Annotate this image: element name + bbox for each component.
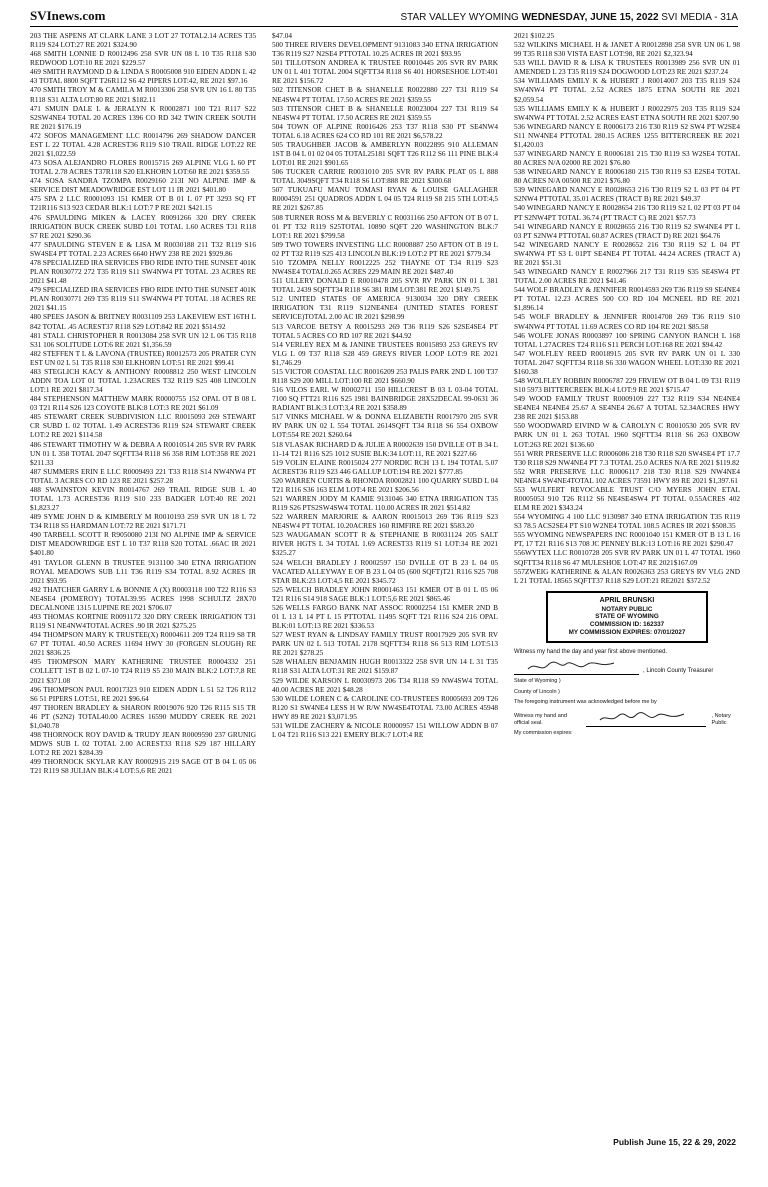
tax-list-entry: 478 SPECIALIZED IRA SERVICES FBO RIDE INTO THE SUNSET 401K PLAN R0030772 272 T35 R119 S11 SW4NW4 PT TOTAL .23 ACRES RE 2021 $41.48 xyxy=(30,257,256,286)
column-2 xyxy=(272,31,498,775)
legal-notice-columns xyxy=(30,31,740,775)
tax-list-entry: 489 SYME JOHN D & KIMBERLY M R0010193 259 SVR UN 18 L 72 T34 R118 S5 HARDMAN LOT:72 RE 2021 $171.71 xyxy=(30,512,256,531)
notary-public-label: , Notary Public xyxy=(711,712,731,726)
witness-seal: Witness my hand and official seal. xyxy=(514,712,567,726)
stamp-name: APRIL BRUNSKI xyxy=(599,596,655,604)
tax-list-entry: 480 SPEES JASON & BRITNEY R0031109 253 LAKEVIEW EST 16TH L 842 TOTAL .45 ACREST37 R118 S29 LOT:842 RE 2021 $514.92 xyxy=(30,312,256,331)
site-name: SVInews.com xyxy=(30,8,106,23)
tax-list-entry: 539 WINEGARD NANCY E R0028653 216 T30 R119 S2 L 03 PT 04 PT S2NW4 PTTOTAL 35.01 ACRES (TRACT B) RE 2021 $49.37 xyxy=(514,185,740,204)
tax-list-entry: 519 VOLIN ELAINE R0015024 277 NORDIC RCH 13 L 194 TOTAL 5.07 ACREST36 R119 S23 446 GALLUP LOT:194 RE 2021 $777.85 xyxy=(272,457,498,476)
commission-expires-line: My commission expires: xyxy=(514,730,573,737)
tax-list-entry: 502 TITENSOR CHET B & SHANELLE R0022880 227 T31 R119 S4 NE4SW4 PT TOTAL 17.50 ACRES RE 2021 $359.55 xyxy=(272,85,498,104)
column-1 xyxy=(30,31,256,775)
header-info xyxy=(400,12,738,26)
tax-list-entry: 532 WILKINS MICHAEL H & JANET A R0012898 258 SVR UN 06 L 98 99 T35 R118 S30 VISTA EAST LOT:98, RE 2021 $2,323.94 xyxy=(514,40,740,59)
state-line: State of Wyoming ) xyxy=(514,678,561,685)
tax-list-entry: 511 ULLERY DONALD E R0010478 205 SVR RV PARK UN 01 L 381 TOTAL 2439 SQFTT34 R118 S6 381 RIM LOT:381 RE 2021 $149.75 xyxy=(272,276,498,295)
tax-list-entry: 556WYTEX LLC R0010728 205 SVR RV PARK UN 01 L 47 TOTAL 1960 SQFTT34 R118 S6 47 MULESHOE LOT:47 RE 2021$167.09 xyxy=(514,548,740,567)
tax-list-entry: 521 WARREN JODY M KAMIE 9131046 340 ETNA IRRIGATION T35 R119 S26 PTS2SW4SW4 TOTAL 110.00 ACRES IR 2021 $514.82 xyxy=(272,493,498,513)
tax-list-entry: 479 SPECIALIZED IRA SERVICES FBO RIDE INTO THE SUNSET 401K PLAN R0030771 269 T35 R119 S11 SW4NW4 PT TOTAL .18 ACRES RE 2021 $41.15 xyxy=(30,285,256,313)
tax-list-entry: 540 WINEGARD NANCY E R0028654 216 T30 R119 S2 L 02 PT 03 PT 04 PT S2NW4PT TOTAL 36.74 (PT TRACT C) RE 2021 $57.73 xyxy=(514,203,740,222)
tax-list-entry: 203 THE ASPENS AT CLARK LANE 3 LOT 27 TOTAL2.14 ACRES T35 R119 S24 LOT:27 RE 2021 $324.90 xyxy=(30,31,256,50)
tax-list-entry: 500 THREE RIVERS DEVELOPMENT 9131083 340 ETNA IRRIGATION T36 R119 S27 N2SE4 PTTOTAL 10.25 ACRES IR 2021 $93.95 xyxy=(272,40,498,59)
tax-list-entry: 473 SOSA ALEJANDRO FLORES R0015715 269 ALPINE VLG L 60 PT TOTAL 2.78 ACRES T37R118 S20 ELKHORN LOT:60 RE 2021 $359.55 xyxy=(30,158,256,177)
tax-list-entry: 497 THOREN BRADLEY & SHARON R0019076 920 T26 R115 S15 TR 46 PT (S2N2) TOTAL40.00 ACRES 16590 MUDDY CREEK RE 2021 $1,040.78 xyxy=(30,702,256,730)
treasurer-signature-row xyxy=(514,662,740,675)
tax-list-entry: 516 VILOS EARL W R0002711 150 HILLCREST B 03 L 03-04 TOTAL 7100 SQ FTT21 R116 S25 1981 BAINBRIDGE 28X52DECAL 99-0631 36 RADIANT BLK:3 LOT:3,4 RE 2021 $358.89 xyxy=(272,385,498,413)
witness-line: Witness my hand the day and year first above mentioned. xyxy=(514,648,668,655)
tax-list-entry: 536 WINEGARD NANCY E R0006173 216 T30 R119 S2 SW4 PT W2SE4 S11 NW4NE4 PTTOTAL 280.15 ACRES 1255 BITTERCREEK RE 2021 $1,420.03 xyxy=(514,121,740,149)
header-date: WEDNESDAY, JUNE 15, 2022 xyxy=(521,12,659,23)
header-right-text: SVI MEDIA - 31A xyxy=(661,12,738,23)
tax-list-entry: 528 WHALEN BENJAMIN HUGH R0013322 258 SVR UN 14 L 31 T35 R118 S31 ALTA LOT:31 RE 2021 $159.87 xyxy=(272,657,498,676)
tax-list-entry: 529 WILDE KARSON L R0030973 206 T34 R118 S9 NW4SW4 TOTAL 40.00 ACRES RE 2021 $48.28 xyxy=(272,675,498,694)
tax-list-entry: 475 SPA 2 LLC R0001093 151 KMER OT B 01 L 07 PT 3293 SQ FT T21R116 S13 923 CEDAR BLK:1 LOT:7 P RE 2021 $421.15 xyxy=(30,194,256,213)
tax-list-entry: 522 WARREN MARJORIE & AARON R0015013 269 T36 R119 S23 NE4SW4 PT TOTAL 10.20ACRES 160 RIMFIRE RE 2021 $583.20 xyxy=(272,512,498,531)
tax-list-entry: 494 THOMPSON MARY K TRUSTEE(X) R0004611 209 T24 R119 S8 TR 67 PT TOTAL 40.50 ACRES 11694 HWY 30 (FORGEN SLOUGH) RE 2021 $836.25 xyxy=(30,630,256,658)
stamp-commission-id: COMMISSION ID: 162337 xyxy=(589,621,665,629)
tax-list-entry: 527 WEST RYAN & LINDSAY FAMILY TRUST R0017929 205 SVR RV PARK UN 02 L 513 TOTAL 2178 SQFTT34 R118 S6 513 RIM LOT:513 RE 2021 $278.25 xyxy=(272,630,498,658)
tax-list-entry: 514 VERLEY REX M & JANINE TRUSTEES R0015893 253 GREYS RV VLG L 09 T37 R118 S28 459 GREYS RIVER LOOP LOT:9 RE 2021 $1,746.29 xyxy=(272,339,498,367)
signature-icon xyxy=(526,659,616,673)
tax-list-entry: 503 TITENSOR CHET B & SHANELLE R0023004 227 T31 R119 S4 NE4SW4 PT TOTAL 17.50 ACRES RE 2021 $359.55 xyxy=(272,103,498,122)
tax-list-entry: 501 TILLOTSON ANDREA K TRUSTEE R0010445 205 SVR RV PARK UN 01 L 401 TOTAL 2004 SQFTT34 R118 S6 401 HORSESHOE LOT:401 RE 2021 $156.72 xyxy=(272,58,498,86)
tax-list-entry: 482 STEFFEN T L & LAVONA (TRUSTEE) R0012573 205 PRATER CYN EST UN 02 L 51 T35 R118 S30 ELKHORN LOT:51 RE 2021 $99.41 xyxy=(30,348,256,367)
publish-dates: Publish June 15, 22 & 29, 2022 xyxy=(613,1137,736,1147)
notary-signature xyxy=(586,712,705,727)
tax-list-entry: 512 UNITED STATES OF AMERICA 9130034 320 DRY CREEK IRRIGATION T31 R119 S12NE4NE4 (UNITED STATES FOREST SERVICE)TOTAL 2.00 AC IR 2021 $298.99 xyxy=(272,294,498,322)
tax-list-entry: 477 SPAULDING STEVEN E & LISA M R0030188 211 T32 R119 S16 SW4SE4 PT TOTAL 2.23 ACRES 6640 HWY 238 RE 2021 $929.86 xyxy=(30,239,256,258)
tax-list-entry: 535 WILLIAMS EMILY K & HUBERT J R0022975 203 T35 R119 S24 SW4NW4 PT TOTAL 2.52 ACRES EAST ETNA SOUTH RE 2021 $207.90 xyxy=(514,103,740,122)
tax-list-entry: 517 VINKS MICHAEL W & DONNA ELIZABETH R0017970 205 SVR RV PARK UN 02 L 554 TOTAL 2614SQFT T34 R118 S6 554 OXBOW LOT:554 RE 2021 $260.64 xyxy=(272,412,498,440)
notary-signature-icon xyxy=(598,711,688,725)
tax-list-entry: 518 VLASAK RICHARD D & JULIE A R0002639 150 DVILLE OT B 34 L 11-14 T21 R116 S25 1012 SUSIE BLK:34 LOT:11, RE 2021 $227.66 xyxy=(272,439,498,458)
tax-list-entry: 504 TOWN OF ALPINE R0016426 253 T37 R118 S30 PT SE4NW4 TOTAL 6.18 ACRES 624 CO RD 101 RE 2021 $6,578.22 xyxy=(272,121,498,140)
tax-list-entry: 549 WOOD FAMILY TRUST R0009109 227 T32 R119 S34 NE4NE4 SE4NE4 NE4NE4 25.67 A SE4NE4 26.67 A TOTAL 52.34ACRES HWY 238 RE 2021 $153.88 xyxy=(514,394,740,422)
stamp-expires: MY COMMISSION EXPIRES: 07/01/2027 xyxy=(568,629,686,637)
tax-list-entry: 488 SWAINSTON KEVIN R0014767 269 TRAIL RIDGE SUB L 40 TOTAL 1.73 ACREST36 R119 S10 233 BADGER LOT:40 RE 2021 $1,823.27 xyxy=(30,484,256,513)
tax-list-entry: 544 WOLF BRADLEY & JENNIFER R0014593 269 T36 R119 S9 SE4NE4 PT TOTAL 12.23 ACRES 500 CO RD 104 MCNEEL RD RE 2021 $1,896.14 xyxy=(514,285,740,313)
tax-list-entry: 523 WAUGAMAN SCOTT R & STEPHANIE B R0031124 205 SALT RIVER HGTS L 34 TOTAL 1.69 ACREST33 R119 S1 LOT:34 RE 2021 $325.27 xyxy=(272,530,498,558)
header-left-text: STAR VALLEY WYOMING xyxy=(400,12,519,23)
tax-list-entry: 470 SMITH TROY M & CAMILA M R0013306 258 SVR UN 16 L 80 T35 R118 S31 ALTA LOT:80 RE 2021 $182.11 xyxy=(30,85,256,104)
tax-list-entry: 499 THORNOCK SKYLAR KAY R0002915 219 SAGE OT B 04 L 05 06 T21 R119 S8 JULIAN BLK:4 LOT:5,6 RE 2021 xyxy=(30,757,256,776)
tax-list-entry: 472 SOFOS MANAGEMENT LLC R0014796 269 SHADOW DANCER EST L 22 TOTAL 4.28 ACREST36 R119 S10 TRAIL RIDGE LOT:22 RE 2021 $1,022.59 xyxy=(30,130,256,159)
tax-list-entry: 520 WARREN CURTIS & RHONDA R0002821 100 QUARRY SUBD L 04 T21 R116 S36 163 ELM LOT:4 RE 2021 $206.56 xyxy=(272,475,498,494)
tax-list-entry: 469 SMITH RAYMOND D & LINDA S R0005008 910 EIDEN ADDN L 42 43 TOTAL 8800 SQFT T26R112 S6 42 PIPERS LOT:42, RE 2021 $97.16 xyxy=(30,67,256,86)
tax-list-entry: 534 WILLIAMS EMILY K & HUBERT J R0014007 203 T35 R119 S24 SW4NW4 PT TOTAL 2.52 ACRES 1875 ETNA SOUTH RE 2021 $2,059.54 xyxy=(514,76,740,104)
tax-list-entry: 531 WILDE ZACHERY & NICOLE R0000957 151 WILLOW ADDN B 07 L 04 T21 R116 S13 221 EMERY BLK:7 LOT:4 RE xyxy=(272,720,498,740)
tax-list-entry: 513 VARCOE BETSY A R0015293 269 T36 R119 S26 S2SE4SE4 PT TOTAL 5 ACRES CO RD 107 RE 2021 $44.92 xyxy=(272,321,498,340)
tax-list-entry: 505 TRAUGHBER JACOB & AMBERLYN R0022895 910 ALLEMAN 1ST B 04 L 01 02 04 05 TOTAL25181 SQFT T26 R112 S6 111 PINE BLK:4 LOT:01 RE 2021 $901.65 xyxy=(272,139,498,168)
tax-list-entry: 552 WRR PRESERVE LLC R0006117 218 T30 R118 S29 NW4NE4 NE4NE4 SW4NE4TOTAL 102 ACRES 73591 HWY 89 RE 2021 $1,397.61 xyxy=(514,466,740,485)
tax-list-entry: 481 STALL CHRISTOPHER R R0013084 258 SVR UN 12 L 06 T35 R118 S31 106 SOLITUDE LOT:6 RE 2021 $1,356.59 xyxy=(30,330,256,349)
tax-list-entry: 2021 $102.25 xyxy=(514,31,555,40)
treasurer-label: , Lincoln County Treasurer xyxy=(643,667,714,674)
tax-list-entry: 490 TARBELL SCOTT R R9050080 213I NO ALPINE IMP & SERVICE DIST MEADOWRIDGE EST L 10 T37 R118 S20 TOTAL .66AC IR 2021 $401.80 xyxy=(30,530,256,558)
tax-list-entry: 474 SOSA SANDRA TZOMPA R0029160 213I NO ALPINE IMP & SERVICE DIST MEADOWRIDGE EST LOT 11 IR 2021 $401.80 xyxy=(30,176,256,195)
tax-list-entry: 510 TZOMPA NELLY R0012225 252 THAYNE OT T34 R119 S23 NW4SE4 TOTAL0.265 ACRES 229 MAIN RE 2021 $487.40 xyxy=(272,257,498,277)
tax-list-entry: 498 THORNOCK ROY DAVID & TRUDY JEAN R0009590 237 GRUNIG MDWS SUB L 02 TOTAL 2.00 ACREST33 R118 S29 187 HILLARY LOT:2 RE 2021 $284.39 xyxy=(30,730,256,758)
tax-list-entry: 468 SMITH LONNIE D R0012496 258 SVR UN 08 L 10 T35 R118 S30 REDWOOD LOT:10 RE 2021 $229.57 xyxy=(30,49,256,68)
tax-list-entry: 550 WOODWARD EIVIND W & CAROLYN C R0010530 205 SVR RV PARK UN 01 L 263 TOTAL 1960 SQFTT34 R118 S6 263 OXBOW LOT:263 RE 2021 $136.60 xyxy=(514,421,740,449)
tax-list-entry: 476 SPAULDING MIKEN & LACEY R0091266 320 DRY CREEK IRRIGATION BUCK CREEK SUBD L01 TOTAL 1.60 ACRES T31 R118 S7 RE 2021 $290.36 xyxy=(30,212,256,240)
notary-block xyxy=(514,591,740,738)
page-header xyxy=(30,4,738,27)
tax-list-entry: 530 WILDE LOREN C & CAROLINE CO-TRUSTEES R0005693 209 T26 R120 S1 SW4NE4 LESS H W R/W NW4SE4TOTAL 73.00 ACRES 45948 HWY 89 RE 2021 $3,071.95 xyxy=(272,693,498,721)
column-3 xyxy=(514,31,740,775)
tax-list-entry: 554 WYOMING 4 100 LLC 9130987 340 ETNA IRRIGATION T35 R119 S3 78.5 ACS2SE4 PT S10 W2NE4 TOTAL 108.5 ACRES IR 2021 $508.35 xyxy=(514,512,740,531)
tax-list-entry: 507 TUKUAFU MANU TOMASI RYAN & LOUISE GALLAGHER R0004591 251 QUADROS ADDN L 04 05 T24 R119 S8 215 5TH LOT:4,5 RE 2021 $267.85 xyxy=(272,185,498,213)
tax-list-entry: 509 TWO TOWERS INVESTING LLC R0008887 250 AFTON OT B 19 L 02 PT T32 R119 S25 413 LINCOLN BLK:19 LOT:2 PT RE 2021 $779.34 xyxy=(272,239,498,258)
stamp-state: STATE OF WYOMING xyxy=(595,613,659,621)
tax-list-entry: 483 STEGLICH KACY & ANTHONY R0008812 250 WEST LINCOLN ADDN TOA LOT 01 TOTAL 1.23ACRES T32 R119 S25 408 LINCOLN LOT:1 RE 2021 $817.34 xyxy=(30,366,256,395)
tax-list-entry: 515 VICTOR COASTAL LLC R0016209 253 PALIS PARK 2ND L 100 T37 R118 S29 200 MILL LOT:100 RE 2021 $660.90 xyxy=(272,366,498,385)
tax-list-entry: 508 TURNER ROSS M & BEVERLY C R0031166 250 AFTON OT B 07 L 01 PT T32 R119 S25TOTAL 10890 SQFT 220 WASHINGTON BLK:7 LOT:1 RE 2021 $799.58 xyxy=(272,212,498,240)
tax-list-entry: 542 WINEGARD NANCY E R0028652 216 T30 R119 S2 L 04 PT SW4NW4 PT S3 L 01PT SE4NE4 PT TOTAL 44.24 ACRES (TRACT A) RE 2021 $51.31 xyxy=(514,239,740,267)
tax-list-entry: 487 SUMMERS ERIN E LLC R0009493 221 T33 R118 S14 NW4NW4 PT TOTAL 3 ACRES CO RD 123 RE 2021 $257.28 xyxy=(30,466,256,485)
county-line: County of Lincoln ) xyxy=(514,688,560,695)
tax-list-entry: 546 WOLFE JONAS R0003897 100 SPRING CANYON RANCH L 168 TOTAL 1.27ACRES T24 R116 S11 PERCH LOT:168 RE 2021 $94.42 xyxy=(514,330,740,349)
tax-list-entry: 495 THOMPSON MARY KATHERINE TRUSTEE R0004332 251 COLLETT 1ST B 02 L 07-10 T24 R119 S5 230 MAIN BLK:2 LOT:7,8 RE 2021 $371.08 xyxy=(30,657,256,685)
tax-list-entry: 506 TUCKER CARRIE R0031010 205 SVR RV PARK PLAT 05 L 888 TOTAL 3049SQFT T34 R118 S6 LOT:888 RE 2021 $300.68 xyxy=(272,167,498,186)
tax-list-entry: 496 THOMPSON PAUL R0017323 910 EIDEN ADDN L 51 52 T26 R112 S6 51 PIPERS LOT:51, RE 2021 $96.64 xyxy=(30,684,256,703)
tax-list-entry: 491 TAYLOR GLENN B TRUSTEE 9131100 340 ETNA IRRIGATION ROYAL MEADOWS SUB L11 T36 R119 S34 TOTAL 8.92 ACRES IR 2021 $93.95 xyxy=(30,557,256,585)
stamp-title: NOTARY PUBLIC xyxy=(601,605,653,613)
tax-list-entry: 548 WOLFLEY ROBBIN R0006787 229 FRVIEW OT B 04 L 09 T31 R119 S10 5973 BITTERCREEK BLK:4 LOT:9 RE 2021 $715.47 xyxy=(514,375,740,395)
tax-list-entry: 551 WRR PRESERVE LLC R0006086 218 T30 R118 S20 SW4SE4 PT 17.7 T30 R118 S29 NW4NE4 PT 7.3 TOTAL 25.0 ACRES N/A RE 2021 $119.82 xyxy=(514,448,740,467)
tax-list-entry: 485 STEWART CREEK SUBDIVISION LLC R0015093 269 STEWART CR SUBD L 02 TOTAL 1.49 ACREST36 R119 S24 STEWART CREEK LOT:2 RE 2021 $114.58 xyxy=(30,412,256,440)
tax-list-entry: 484 STEPHENSON MATTHEW MARK R0000755 152 OPAL OT B 08 L 03 T21 R114 S26 123 COYOTE BLK:8 LOT:3 RE 2021 $61.09 xyxy=(30,394,256,413)
column-3-entries xyxy=(514,31,740,585)
tax-list-entry: 547 WOLFLEY REED R0018915 205 SVR RV PARK UN 01 L 330 TOTAL 2047 SQFTT34 R118 S6 330 WAGON WHEEL LOT:330 RE 2021 $160.38 xyxy=(514,348,740,376)
tax-list-entry: 533 WILL DAVID R & LISA K TRUSTEES R0013989 256 SVR UN 01 AMENDED L 23 T35 R119 S24 DOGWOOD LOT:23 RE 2021 $237.24 xyxy=(514,58,740,77)
tax-list-entry: 486 STEWART TIMOTHY W & DEBRA A R0010514 205 SVR RV PARK UN 01 L 358 TOTAL 2047 SQFTT34 R118 S6 358 RIM LOT:358 RE 2021 $211.33 xyxy=(30,439,256,467)
tax-list-entry: 493 THOMAS KORTNIE R0091172 320 DRY CREEK IRRIGATION T31 R119 S1 NE4NW4TOTAL ACRES .90 IR 2021 $275.25 xyxy=(30,612,256,631)
tax-list-entry: 555 WYOMING NEWSPAPERS INC R0001040 151 KMER OT B 13 L 16 PT, 17 T21 R116 S13 708 JC PENNEY BLK:13 LOT:16 RE 2021 $290.47 xyxy=(514,530,740,549)
tax-list-entry: 553 WULFERT REVOCABLE TRUST C/O MYERS JOHN ETAL R0005053 910 T26 R112 S6 NE4SE4SW4 PT TOTAL 0.55ACRES 402 ELM RE 2021 $343.24 xyxy=(514,484,740,513)
tax-list-entry: 545 WOLF BRADLEY & JENNIFER R0014708 269 T36 R119 S10 SW4NW4 PT TOTAL 11.69 ACRES CO RD 104 RE 2021 $85.58 xyxy=(514,312,740,331)
tax-list-entry: 471 SMUIN DALE L & JERALYN K R0002871 100 T21 R117 S22 S2SW4NE4 TOTAL 20 ACRES 1396 CO RD 342 TWIN CREEK SOUTH RE 2021 $176.19 xyxy=(30,103,256,131)
tax-list-entry: 557ZWEIG KATHERINE & ALAN R0026363 253 GREYS RV VLG 2ND L 21 TOTAL 18565 SQFTT37 R118 S29 LOT:21 RE2021 $372.52 xyxy=(514,566,740,585)
tax-list-entry: 526 WELLS FARGO BANK NAT ASSOC R0002254 151 KMER 2ND B 01 L 13 L 14 PT L 15 PTTOTAL 11495 SQFT T21 R116 S24 216 OPAL BLK:01 LOT:13 RE 2021 $336.53 xyxy=(272,602,498,631)
notary-signature-row xyxy=(514,710,740,727)
tax-list-entry: 541 WINEGARD NANCY E R0028655 216 T30 R119 S2 SW4NE4 PT L 03 PT S2NW4 PTTOTAL 60.87 ACRES (TRACT D) RE 2021 $64.76 xyxy=(514,221,740,240)
tax-list-entry: $47.04 xyxy=(272,31,293,40)
tax-list-entry: 538 WINEGARD NANCY E R0006180 215 T30 R119 S3 E2SE4 TOTAL 80 ACRES N/A 00500 RE 2021 $76.80 xyxy=(514,167,740,186)
acknowledgement-line: The foregoing instrument was acknowledged before me by xyxy=(514,698,657,705)
tax-list-entry: 525 WELCH BRADLEY JOHN R0001463 151 KMER OT B 01 L 05 06 T21 R116 S14 918 SAGE BLK:1 LOT:5,6 RE 2021 $865.46 xyxy=(272,584,498,603)
tax-list-entry: 543 WINEGARD NANCY E R0027966 217 T31 R119 S35 SE4SW4 PT TOTAL 2.00 ACRES RE 2021 $41.46 xyxy=(514,267,740,286)
tax-list-entry: 492 THATCHER GARRY L & BONNIE A (X) R0003118 100 T22 R116 S3 NE4SE4 (POMEROY) TOTAL39.95 ACRES 1998 SCHULTZ 28X70 DECALNONE 1315 LUPINE RE 2021 $706.07 xyxy=(30,584,256,612)
treasurer-signature xyxy=(514,662,639,675)
tax-list-entry: 524 WELCH BRADLEY J R0002597 150 DVILLE OT B 23 L 04 05 VACATED ALLEYWAY E OF B 23 L 04 05 (600 SQFT)T21 R116 S25 708 STAR BLK:23 LOT:4,5 RE 2021 $345.72 xyxy=(272,557,498,585)
tax-list-entry: 537 WINEGARD NANCY E R0006181 215 T30 R119 S3 W2SE4 TOTAL 80 ACRES N/A 02000 RE 2021 $76.80 xyxy=(514,149,740,168)
notary-stamp xyxy=(546,591,708,643)
